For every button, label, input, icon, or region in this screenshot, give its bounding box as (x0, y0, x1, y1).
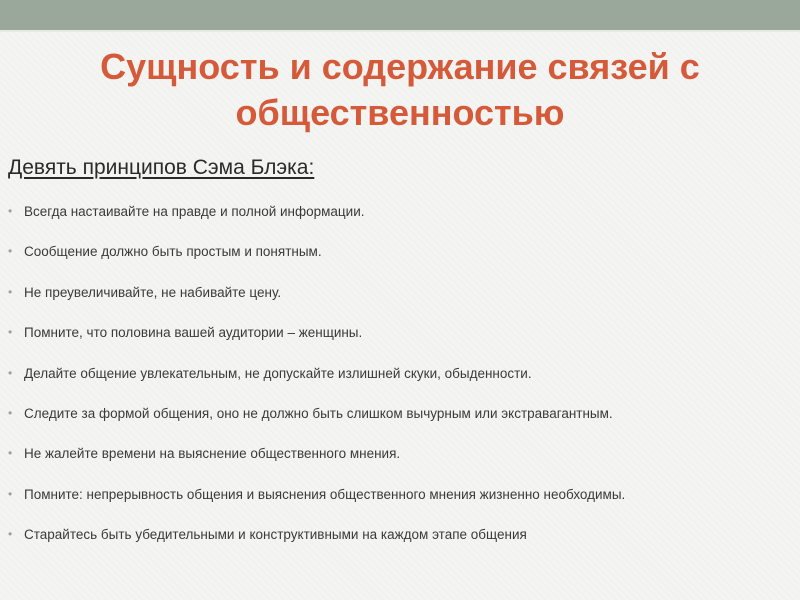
top-band (0, 0, 800, 30)
top-band-divider (0, 30, 800, 32)
principle-text: Старайтесь быть убедительными и конструктивными на каждом этапе общения (24, 527, 527, 543)
principle-text: Следите за формой общения, оно не должно быть слишком вычурным или экстравагантным. (24, 405, 613, 421)
principle-text: Не жалейте времени на выяснение общественного мнения. (24, 446, 401, 462)
bullet-icon: • (8, 365, 13, 380)
slide-subtitle: Девять принципов Сэма Блэка: (8, 156, 315, 179)
principle-text: Делайте общение увлекательным, не допускайте излишней скуки, обыденности. (24, 365, 532, 381)
list-item (8, 526, 788, 566)
bullet-icon: • (8, 204, 13, 218)
slide-title: Сущность и содержание связей с общественностью (100, 46, 700, 133)
bullet-icon: • (8, 486, 13, 501)
principles-list (8, 203, 788, 567)
list-item (8, 486, 788, 526)
bullet-icon: • (8, 244, 13, 259)
list-item (8, 365, 788, 405)
bullet-icon: • (8, 527, 13, 542)
bullet-icon: • (8, 284, 13, 299)
principle-text: Всегда настаивайте на правде и полной информации. (24, 204, 365, 219)
principle-text: Помните: непрерывность общения и выяснения общественного мнения жизненно необходимы. (24, 486, 626, 502)
bullet-icon: • (8, 405, 13, 420)
principle-text: Помните, что половина вашей аудитории – женщины. (24, 325, 363, 341)
principle-text: Не преувеличивайте, не набивайте цену. (24, 284, 282, 300)
list-item (8, 405, 788, 445)
principle-text: Сообщение должно быть простым и понятным. (24, 244, 322, 260)
list-item (8, 445, 788, 485)
list-item (8, 284, 788, 324)
bullet-icon: • (8, 325, 13, 340)
list-item (8, 243, 788, 283)
list-item (8, 324, 788, 364)
bullet-icon: • (8, 446, 13, 461)
list-item (8, 203, 788, 243)
